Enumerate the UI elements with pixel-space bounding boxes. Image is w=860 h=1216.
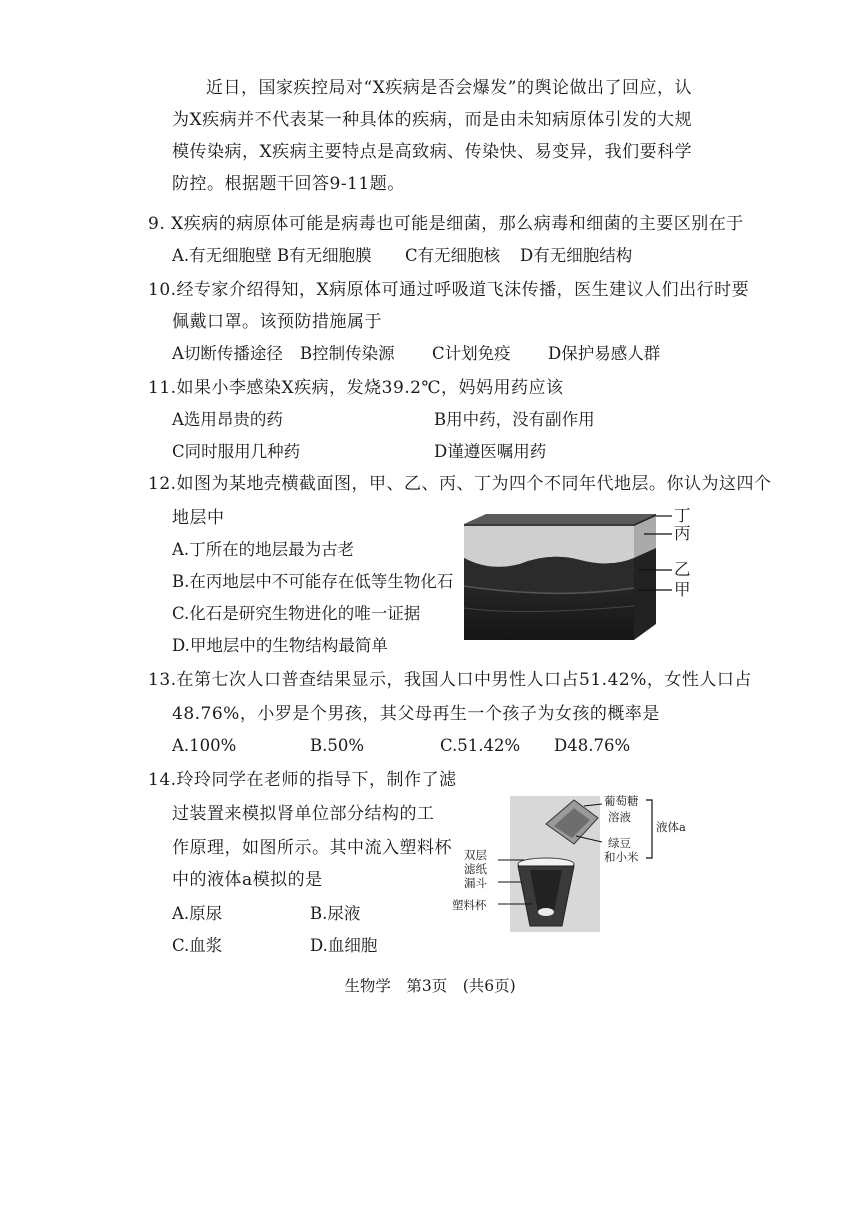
strata-diagram xyxy=(460,506,700,642)
question-14-stem-3: 作原理，如图所示。其中流入塑料杯 xyxy=(172,838,452,858)
label-glucose-1: 葡萄糖 xyxy=(604,794,639,808)
q11-option-d: D谨遵医嘱用药 xyxy=(434,442,547,461)
q14-option-d: D.血细胞 xyxy=(310,936,378,955)
q14-option-c: C.血浆 xyxy=(172,936,223,955)
q10-option-a: A切断传播途径 xyxy=(172,344,283,363)
strata-label-jia: 甲 xyxy=(674,580,691,599)
label-beans-2: 和小米 xyxy=(604,850,639,864)
label-liquid-a: 液体a xyxy=(656,820,686,834)
strata-label-ding: 丁 xyxy=(674,506,691,525)
question-11-stem: 11.如果小李感染X疾病，发烧39.2℃，妈妈用药应该 xyxy=(148,378,564,398)
q10-option-d: D保护易感人群 xyxy=(548,344,661,363)
q11-option-b: B用中药，没有副作用 xyxy=(434,410,595,429)
q9-option-d: D有无细胞结构 xyxy=(520,246,633,265)
q10-option-c: C计划免疫 xyxy=(432,344,511,363)
label-filter-paper-2: 滤纸 xyxy=(464,862,487,876)
q12-option-b: B.在丙地层中不可能存在低等生物化石 xyxy=(172,572,454,591)
question-9-stem: 9. X疾病的病原体可能是病毒也可能是细菌，那么病毒和细菌的主要区别在于 xyxy=(148,214,744,234)
question-10-stem: 10.经专家介绍得知，X病原体可通过呼吸道飞沫传播，医生建议人们出行时要 xyxy=(148,280,750,300)
q13-option-d: D48.76% xyxy=(554,736,631,755)
page-footer: 生物学 第3页 (共6页) xyxy=(344,977,516,995)
question-13-stem-cont: 48.76%，小罗是个男孩，其父母再生一个孩子为女孩的概率是 xyxy=(172,704,660,724)
filter-apparatus-diagram xyxy=(446,794,696,936)
question-12-stem: 12.如图为某地壳横截面图，甲、乙、丙、丁为四个不同年代地层。你认为这四个 xyxy=(148,474,772,494)
q11-option-c: C同时服用几种药 xyxy=(172,442,301,461)
q12-option-d: D.甲地层中的生物结构最简单 xyxy=(172,636,388,655)
q14-option-b: B.尿液 xyxy=(310,904,361,923)
q12-option-c: C.化石是研究生物进化的唯一证据 xyxy=(172,604,421,623)
label-plastic-cup: 塑料杯 xyxy=(452,898,487,912)
strata-block-image xyxy=(460,512,700,642)
question-10-stem-cont: 佩戴口罩。该预防措施属于 xyxy=(172,312,382,332)
strata-label-bing: 丙 xyxy=(674,524,691,543)
strata-label-yi: 乙 xyxy=(674,560,691,579)
label-filter-paper-1: 双层 xyxy=(464,848,487,862)
q13-option-b: B.50% xyxy=(310,736,365,755)
q11-option-a: A选用昂贵的药 xyxy=(172,410,283,429)
q9-option-b: B有无细胞膜 xyxy=(277,246,372,265)
question-14-stem-4: 中的液体a模拟的是 xyxy=(172,870,323,890)
q13-option-c: C.51.42% xyxy=(440,736,521,755)
q12-option-a: A.丁所在的地层最为古老 xyxy=(172,540,355,559)
q14-option-a: A.原尿 xyxy=(172,904,223,923)
label-funnel: 漏斗 xyxy=(464,876,487,890)
q13-option-a: A.100% xyxy=(172,736,237,755)
passage-intro: 近日，国家疾控局对“X疾病是否会爆发”的舆论做出了回应，认为X疾病并不代表某一种具体的疾病，而是由未知病原体引发的大规模传染病，X疾病主要特点是高致病、传染快、易变异，我们要科学防控。根据题干回答9-11题。 xyxy=(172,78,693,194)
label-glucose-2: 溶液 xyxy=(608,810,631,824)
question-13-stem: 13.在第七次人口普查结果显示，我国人口中男性人口占51.42%，女性人口占 xyxy=(148,670,752,690)
q10-option-b: B控制传染源 xyxy=(300,344,395,363)
label-beans-1: 绿豆 xyxy=(608,836,631,850)
question-14-stem: 14.玲玲同学在老师的指导下，制作了滤 xyxy=(148,770,457,790)
question-14-stem-2: 过装置来模拟肾单位部分结构的工 xyxy=(172,804,435,824)
q9-option-c: C有无细胞核 xyxy=(405,246,501,265)
q9-option-a: A.有无细胞壁 xyxy=(172,246,272,265)
question-12-stem-cont: 地层中 xyxy=(172,508,225,528)
